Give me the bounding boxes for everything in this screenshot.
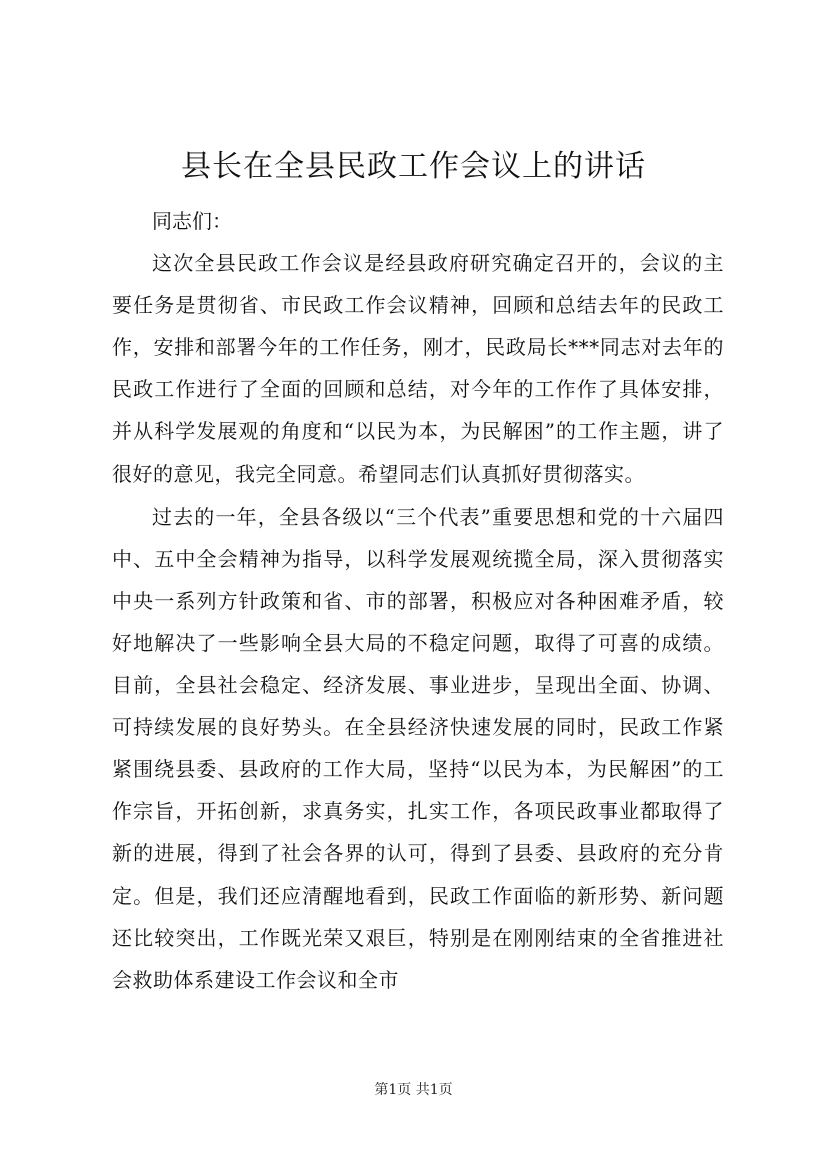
page-footer: 第1页 共1页 bbox=[374, 1082, 453, 1098]
paragraph-2: 过去的一年，全县各级以“三个代表”重要思想和党的十六届四中、五中全会精神为指导，以科学发展观统揽全局，深入贯彻落实中央一系列方针政策和省、市的部署，积极应对各种困难矛盾，较好地解决了一些影响全县大局的不稳定问题，取得了可喜的成绩。目前，全县社会稳定、经济发展、事业进步，呈现出全面、协调、可持续发展的良好势头。在全县经济快速发展的同时，民政工作紧紧围绕县委、县政府的工作大局，坚持“以民为本，为民解困”的工作宗旨，开拓创新，求真务实，扎实工作，各项民政事业都取得了新的进展，得到了社会各界的认可，得到了县委、县政府的充分肯定。但是，我们还应清醒地看到，民政工作面临的新形势、新问题还比较突出，工作既光荣又艰巨，特别是在刚刚结束的全省推进社会救助体系建设工作会议和全市 bbox=[112, 504, 724, 992]
document-body bbox=[112, 200, 724, 1002]
document-title: 县长在全县民政工作会议上的讲话 bbox=[181, 149, 646, 184]
salutation: 同志们： bbox=[152, 209, 232, 233]
paragraph-1: 这次全县民政工作会议是经县政府研究确定召开的，会议的主要任务是贯彻省、市民政工作会议精神，回顾和总结去年的民政工作，安排和部署今年的工作任务，刚才，民政局长***同志对去年的民政工作进行了全面的回顾和总结，对今年的工作作了具体安排，并从科学发展观的角度和“以民为本，为民解困”的工作主题，讲了很好的意见，我完全同意。希望同志们认真抓好贯彻落实。 bbox=[112, 251, 724, 486]
